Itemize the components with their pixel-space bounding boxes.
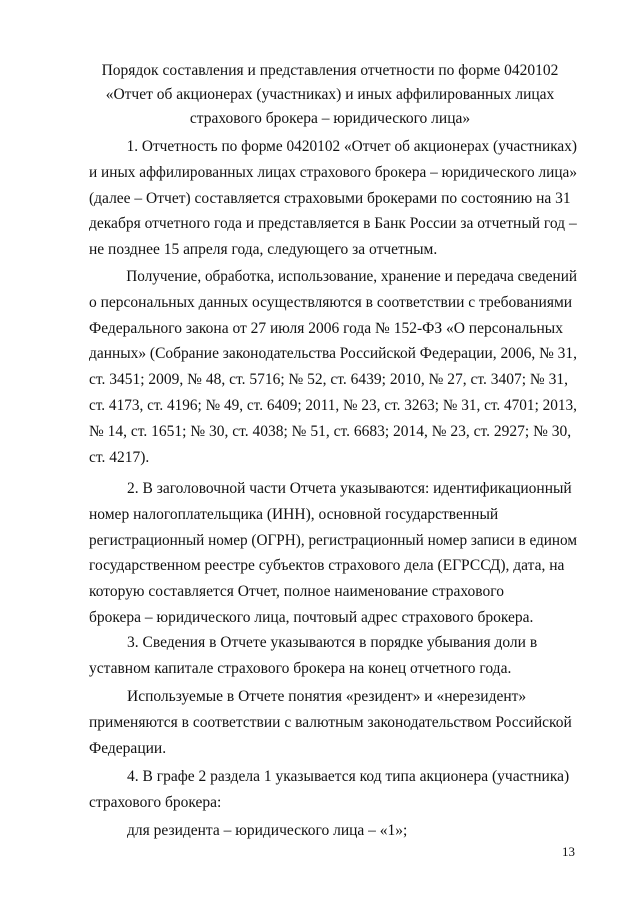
paragraph-line: для резидента – юридического лица – «1»; [127,822,408,839]
paragraph-line: и иных аффилированных лицах страхового брокера – юридического лица» [89,163,578,181]
paragraph-line: 1. Отчетность по форме 0420102 «Отчет об акционерах (участниках) [126,138,577,155]
paragraph-line: номер налогоплательщика (ИНН), основной государственный [89,505,499,523]
paragraph-line: декабря отчетного года и представляется в Банк России за отчетный год – [89,215,577,233]
paragraph-line: (далее – Отчет) составляется страховыми брокерами по состоянию на 31 [89,189,571,207]
paragraph-line: 4. В графе 2 раздела 1 указывается код типа акционера (участника) [127,768,570,785]
paragraph-3 [89,476,577,631]
paragraph-line: Федерации. [89,739,167,757]
paragraph-line: Используемые в Отчете понятия «резидент» и «нерезидент» [127,688,527,705]
title-line-1: Порядок составления и представления отчетности по форме 0420102 [101,62,559,79]
paragraph-line: страхового брокера: [89,793,222,811]
paragraph-line: Получение, обработка, использование, хранение и передача сведений [126,268,577,285]
paragraph-line: государственном реестре субъектов страхового дела (ЕГРССД), дата, на [89,557,565,575]
paragraph-5 [89,684,577,761]
paragraph-line: брокера – юридического лица, почтовый адрес страхового брокера. [89,608,534,626]
paragraph-line: не позднее 15 апреля года, следующего за отчетным. [89,241,438,259]
paragraph-line: о персональных данных осуществляются в соответствии с требованиями [89,293,573,311]
paragraph-6 [89,764,577,816]
paragraph-line: уставном капитале страхового брокера на конец отчетного года. [89,659,512,677]
paragraph-line: которую составляется Отчет, полное наименование страхового [89,583,504,601]
paragraph-line: № 14, ст. 1651; № 30, ст. 4038; № 51, ст. 6683; 2014, № 23, ст. 2927; № 30, [89,422,572,440]
paragraph-line: 3. Сведения в Отчете указываются в порядке убывания доли в [127,634,538,651]
paragraph-line: данных» (Собрание законодательства Российской Федерации, 2006, № 31, [89,345,577,363]
paragraph-2 [89,264,577,470]
paragraph-line: 2. В заголовочной части Отчета указываются: идентификационный [127,480,572,497]
paragraph-line: применяются в соответствии с валютным законодательством Российской [89,713,572,731]
paragraph-1 [89,134,577,263]
document-title [80,59,580,131]
paragraph-line: регистрационный номер (ОГРН), регистрационный номер записи в едином [89,531,578,549]
paragraph-7 [89,818,577,844]
paragraph-line: ст. 4173, ст. 4196; № 49, ст. 6409; 2011, № 23, ст. 3263; № 31, ст. 4701; 2013, [89,396,577,414]
title-line-2: «Отчет об акционерах (участниках) и иных аффилированных лицах [105,86,555,103]
page-number: 13 [562,844,575,859]
title-line-3: страхового брокера – юридического лица» [189,110,471,127]
paragraph-line: Федерального закона от 27 июля 2006 года № 152-ФЗ «О персональных [89,319,563,337]
paragraph-line: ст. 3451; 2009, № 48, ст. 5716; № 52, ст. 6439; 2010, № 27, ст. 3407; № 31, [89,371,568,389]
paragraph-4 [89,630,577,682]
paragraph-line: ст. 4217). [89,448,150,466]
